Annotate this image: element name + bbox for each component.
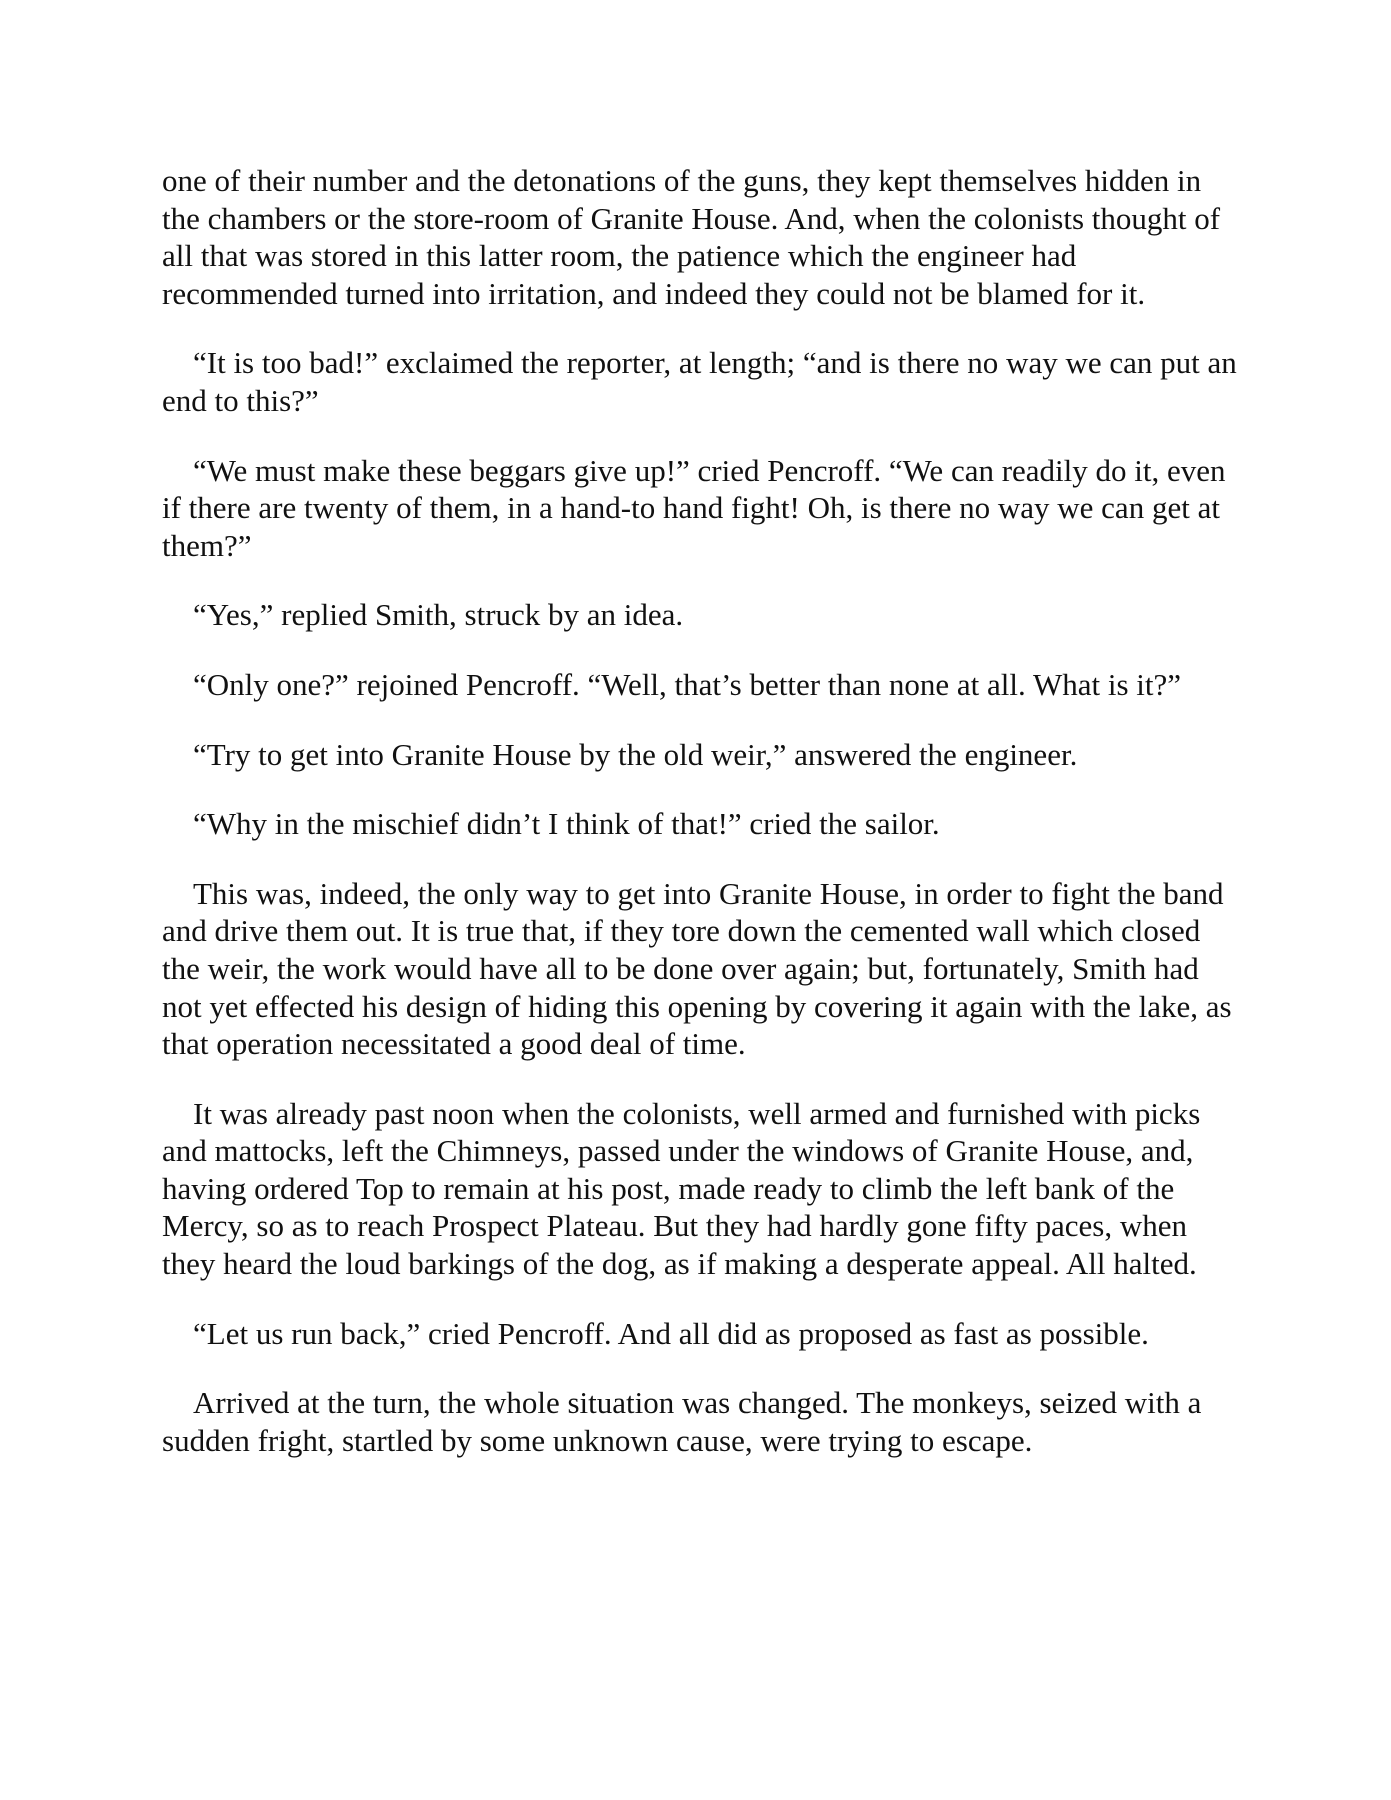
- paragraph: “It is too bad!” exclaimed the reporter, at length; “and is there no way we can put an end to this?”: [162, 345, 1237, 418]
- paragraph: It was already past noon when the colonists, well armed and furnished with picks and mattocks, left the Chimneys, passed under the windows of Granite House, and, having ordered Top to remain at his post, made ready to climb the left bank of the Mercy, so as to reach Prospect Plateau. But they had hardly gone fifty paces, when they heard the loud barkings of the dog, as if making a desperate appeal. All halted.: [162, 1095, 1201, 1282]
- paragraph: “Let us run back,” cried Pencroff. And all did as proposed as fast as possible.: [193, 1315, 1149, 1351]
- paragraph: “Try to get into Granite House by the old weir,” answered the engineer.: [193, 736, 1078, 772]
- paragraph: This was, indeed, the only way to get into Granite House, in order to fight the band and drive them out. It is true that, if they tore down the cemented wall which closed the weir, the work would have all to be done over again; but, fortunately, Smith had not yet effected his design of hiding this opening by covering it again with the lake, as that operation necessitated a good deal of time.: [162, 875, 1232, 1062]
- paragraph: “Only one?” rejoined Pencroff. “Well, that’s better than none at all. What is it?”: [193, 666, 1182, 702]
- page-body: [162, 162, 1238, 1491]
- paragraph: “Yes,” replied Smith, struck by an idea.: [193, 597, 684, 633]
- paragraph: Arrived at the turn, the whole situation was changed. The monkeys, seized with a sudden fright, startled by some unknown cause, were trying to escape.: [162, 1385, 1202, 1458]
- paragraph: “Why in the mischief didn’t I think of that!” cried the sailor.: [193, 806, 940, 842]
- paragraph: “We must make these beggars give up!” cried Pencroff. “We can readily do it, even if there are twenty of them, in a hand-to hand fight! Oh, is there no way we can get at them?”: [162, 452, 1226, 563]
- paragraph: one of their number and the detonations of the guns, they kept themselves hidden in the chambers or the store-room of Granite House. And, when the colonists thought of all that was stored in this latter room, the patience which the engineer had recommended turned into irritation, and indeed they could not be blamed for it.: [162, 163, 1221, 311]
